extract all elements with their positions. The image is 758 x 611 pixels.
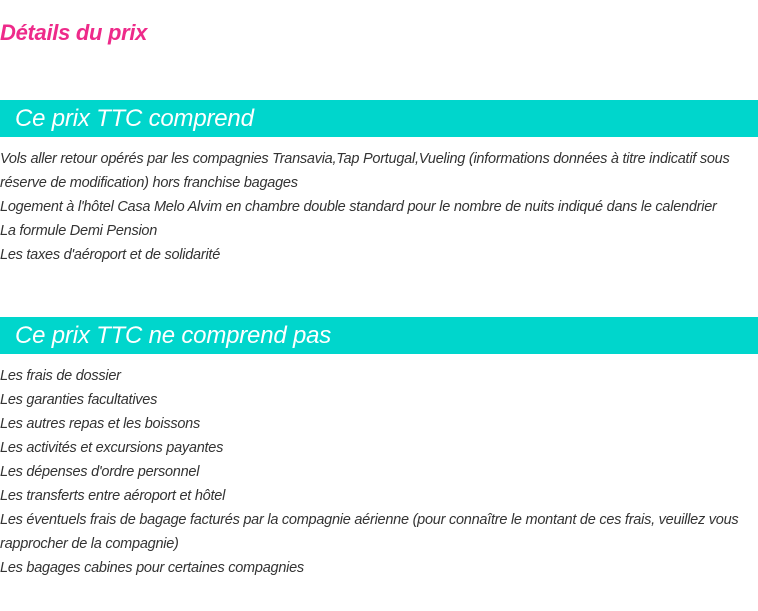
included-item: Vols aller retour opérés par les compagnies Transavia,Tap Portugal,Vueling (informations données à titre indicatif sous réserve de modification) hors franchise bagages <box>0 151 730 191</box>
excluded-section-header: Ce prix TTC ne comprend pas <box>0 317 758 354</box>
included-items-list <box>0 147 758 267</box>
included-section-header: Ce prix TTC comprend <box>0 100 758 137</box>
page-title: Détails du prix <box>0 20 148 45</box>
excluded-item: Les dépenses d'ordre personnel <box>0 464 200 480</box>
excluded-item: Les frais de dossier <box>0 368 121 384</box>
excluded-item: Les autres repas et les boissons <box>0 416 200 432</box>
included-item: Les taxes d'aéroport et de solidarité <box>0 247 221 263</box>
excluded-item: Les activités et excursions payantes <box>0 440 224 456</box>
excluded-item: Les garanties facultatives <box>0 392 158 408</box>
excluded-item: Les éventuels frais de bagage facturés par la compagnie aérienne (pour connaître le montant de ces frais, veuillez vous rapprocher de la compagnie) <box>0 512 739 552</box>
excluded-items-list <box>0 364 758 580</box>
included-item: La formule Demi Pension <box>0 223 158 239</box>
excluded-item: Les bagages cabines pour certaines compagnies <box>0 560 304 576</box>
excluded-item: Les transferts entre aéroport et hôtel <box>0 488 226 504</box>
included-item: Logement à l'hôtel Casa Melo Alvim en chambre double standard pour le nombre de nuits indiqué dans le calendrier <box>0 199 717 215</box>
